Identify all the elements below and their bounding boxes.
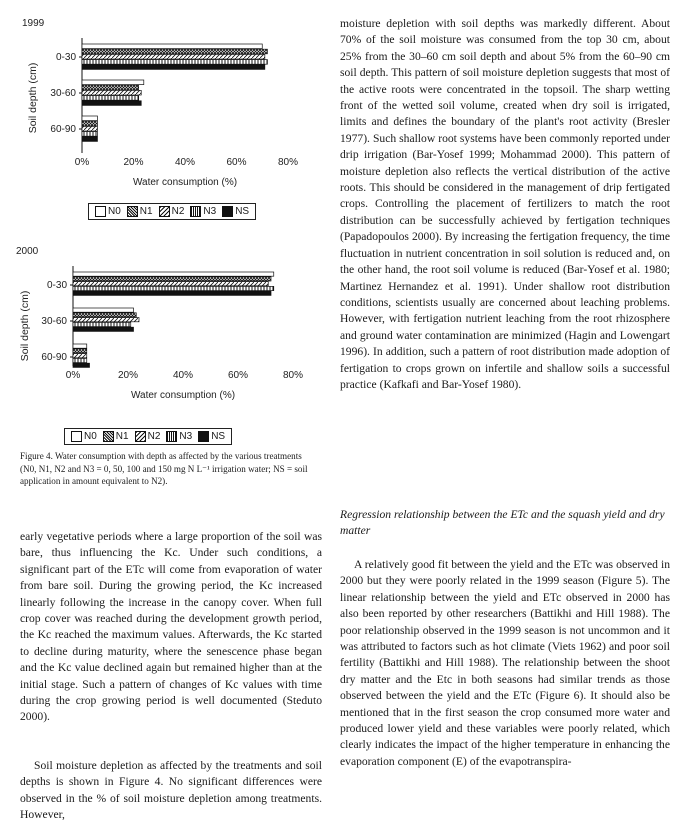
bar-n2 [82, 54, 265, 59]
x-tick-label: 80% [282, 370, 304, 381]
legend-label: N0 [84, 431, 97, 442]
bar-n3 [82, 132, 97, 137]
bar-n1 [82, 85, 139, 90]
chart-2000 [14, 242, 324, 452]
chart-1999 [20, 14, 320, 224]
category-label: 0-30 [46, 280, 67, 291]
x-tick-label: 40% [172, 370, 194, 381]
right-paragraph-1: moisture depletion with soil depths was markedly different. About 70% of the soil moisture was consumed from the top 30 cm, about 25% from the 30–60 cm soil depth and about 5% from the 60–90 cm soil depth. This pattern of soil moisture depletion suggests that most of the active roots were concentrated in the topsoil. The sharp wetting front of the wetted soil volume, created when dry soil is irrigated, limits and defines the boundary of the plant's root activity (Bresler 1977). Such shallow root systems have been commonly reported under drip irrigation (Bar-Yosef 1999; Mohammad 2000). This pattern of moisture depletion also reflects the vertical distribution of the active roots. This should be considered in the management of drip fertigated crops. Controlling the placement of fertilizers to match the root distribution can be successfully achieved by fertigation techniques (Papadopoulos 2000). By increasing the fertigation frequency, the time fluctuation in nutrient concentration in soil solution is reduced and, on the other hand, the root soil volume is reduced (Bar-Yosef et al. 1980; Martinez Hernandez et al. 1991). Under shallow root distribution conditions, scientists usually are concerned about leaching problems. However, with fertigation nutrient leaching from the root rhizosphere and ground water contamination are minimized (Hagin and Lowengart 1996). In addition, such a pattern of root distribution made adoption of fertigation to crops grown on infertile and shallow soils a successful practice (Kafkafi and Bar-Yosef 1980). [340, 17, 670, 391]
bar-n3 [82, 60, 267, 65]
bar-n2 [73, 318, 139, 322]
bar-ns [82, 137, 97, 142]
legend-swatch [71, 431, 82, 442]
bar-ns [82, 65, 265, 70]
legend-label: N1 [139, 206, 153, 217]
legend-item-n3 [166, 431, 192, 442]
legend-label: N0 [108, 206, 121, 217]
right-paragraph-2: A relatively good fit between the yield and the ETc was observed in 2000 but they were poorly related in the 1999 season (Figure 5). The linear relationship between the yield and ETc observed in 2000 has also been reported by other researchers (Battikhi and Hill 1988). The poor relationship observed in the 1999 season is not uncommon and it was attributed to factors such as hot climate (Viets 1962) and poor soil fertility (Battikhi and Hill 1988). The relationship between the shoot dry matter and the Etc in both seasons had similar trends as those observed between the yield and the ETc (Figure 6). It should also be mentioned that in the first season the crop consumed more water and produced lower yield and these variables were poorly related, which clearly indicates the impact of the higher temperature in enhancing the evaporation component (E) of the evapotranspira- [340, 558, 670, 768]
legend-item-ns [222, 206, 249, 217]
legend-swatch [159, 206, 170, 217]
bar-n2 [82, 126, 97, 131]
bar-n2 [82, 90, 141, 95]
chart-1999-legend [88, 203, 256, 220]
bar-n3 [73, 322, 131, 326]
x-tick-label: 80% [277, 157, 299, 168]
legend-swatch [222, 206, 233, 217]
bar-n3 [73, 286, 274, 290]
chart-title: 1999 [22, 18, 45, 29]
x-tick-label: 60% [227, 370, 249, 381]
bar-n0 [82, 80, 144, 85]
legend-label: N3 [179, 431, 193, 442]
bar-n0 [82, 44, 262, 49]
chart-xlabel: Water consumption (%) [132, 177, 238, 188]
legend-swatch [127, 206, 138, 217]
chart-2000-legend [64, 428, 232, 445]
bar-n3 [82, 96, 139, 101]
category-label: 0-30 [55, 52, 76, 63]
legend-item-n1 [103, 431, 129, 442]
bar-n1 [73, 277, 271, 281]
x-tick-label: 0% [65, 370, 81, 381]
category-label: 60-90 [41, 352, 67, 363]
bar-ns [82, 101, 141, 106]
chart-1999-svg [20, 14, 320, 199]
x-tick-label: 0% [74, 157, 90, 168]
legend-swatch [166, 431, 177, 442]
category-label: 60-90 [50, 124, 76, 135]
legend-swatch [190, 206, 201, 217]
x-tick-label: 20% [123, 157, 144, 168]
x-tick-label: 40% [174, 157, 196, 168]
bar-ns [73, 363, 90, 367]
bar-n1 [73, 313, 136, 317]
chart-ylabel: Soil depth (cm) [19, 290, 31, 362]
legend-item-n2 [159, 206, 185, 217]
legend-item-n2 [135, 431, 161, 442]
chart-2000-svg [14, 242, 324, 412]
x-tick-label: 20% [117, 370, 139, 381]
bar-n1 [82, 49, 267, 54]
bar-n3 [73, 358, 87, 362]
bar-ns [73, 291, 271, 295]
bar-n1 [82, 121, 97, 126]
left-paragraph-1: early vegetative periods where a large proportion of the soil was bare, thus influencing the Kc. Under such conditions, a significant part of the ETc will come from evaporation of water from bare soil. During the growing period, the Kc increased linearly following the increase in the canopy cover. When full crop cover was reached during the development growth period, the Kc reached the maximum values. Afterwards, the Kc started to decline during maturity, where the senescence phase began and the Kc value declined again but remained higher than at the initial stage. Such a pattern of changes of Kc values with time during the crop growing period is well documented (Steduto 2000). [20, 530, 322, 724]
legend-item-n3 [190, 206, 216, 217]
figure-caption: Figure 4. Water consumption with depth as affected by the various treatments (N0, N1, N2 and N3 = 0, 50, 100 and 150 mg N L⁻¹ irrigation water; NS = soil application in amount equivalent to N2). [20, 451, 308, 487]
legend-swatch [135, 431, 146, 442]
bar-n1 [73, 349, 87, 353]
legend-item-n1 [127, 206, 153, 217]
legend-label: N2 [171, 206, 185, 217]
category-label: 30-60 [50, 88, 76, 99]
legend-label: N3 [203, 206, 217, 217]
legend-label: NS [211, 431, 226, 442]
category-label: 30-60 [41, 316, 67, 327]
legend-label: NS [235, 206, 250, 217]
legend-swatch [95, 206, 106, 217]
legend-item-n0 [71, 431, 97, 442]
legend-label: N1 [115, 431, 129, 442]
section-heading: Regression relationship between the ETc and the squash yield and dry matter [340, 508, 665, 538]
left-paragraph-2: Soil moisture depletion as affected by the treatments and soil depths is shown in Figure 4. No significant differences were observed in the % of soil moisture depletion among treatments. However, [20, 759, 322, 822]
x-tick-label: 60% [226, 157, 247, 168]
chart-xlabel: Water consumption (%) [130, 390, 236, 401]
bar-n2 [73, 354, 87, 358]
legend-item-n0 [95, 206, 121, 217]
legend-swatch [103, 431, 114, 442]
bar-n0 [73, 344, 87, 348]
bar-n0 [73, 308, 134, 312]
chart-title: 2000 [16, 246, 39, 257]
chart-ylabel: Soil depth (cm) [27, 62, 39, 134]
legend-label: N2 [147, 431, 161, 442]
bar-n0 [82, 116, 97, 121]
bar-n0 [73, 272, 274, 276]
legend-item-ns [198, 431, 225, 442]
bar-n2 [73, 282, 268, 286]
legend-swatch [198, 431, 209, 442]
bar-ns [73, 327, 134, 331]
